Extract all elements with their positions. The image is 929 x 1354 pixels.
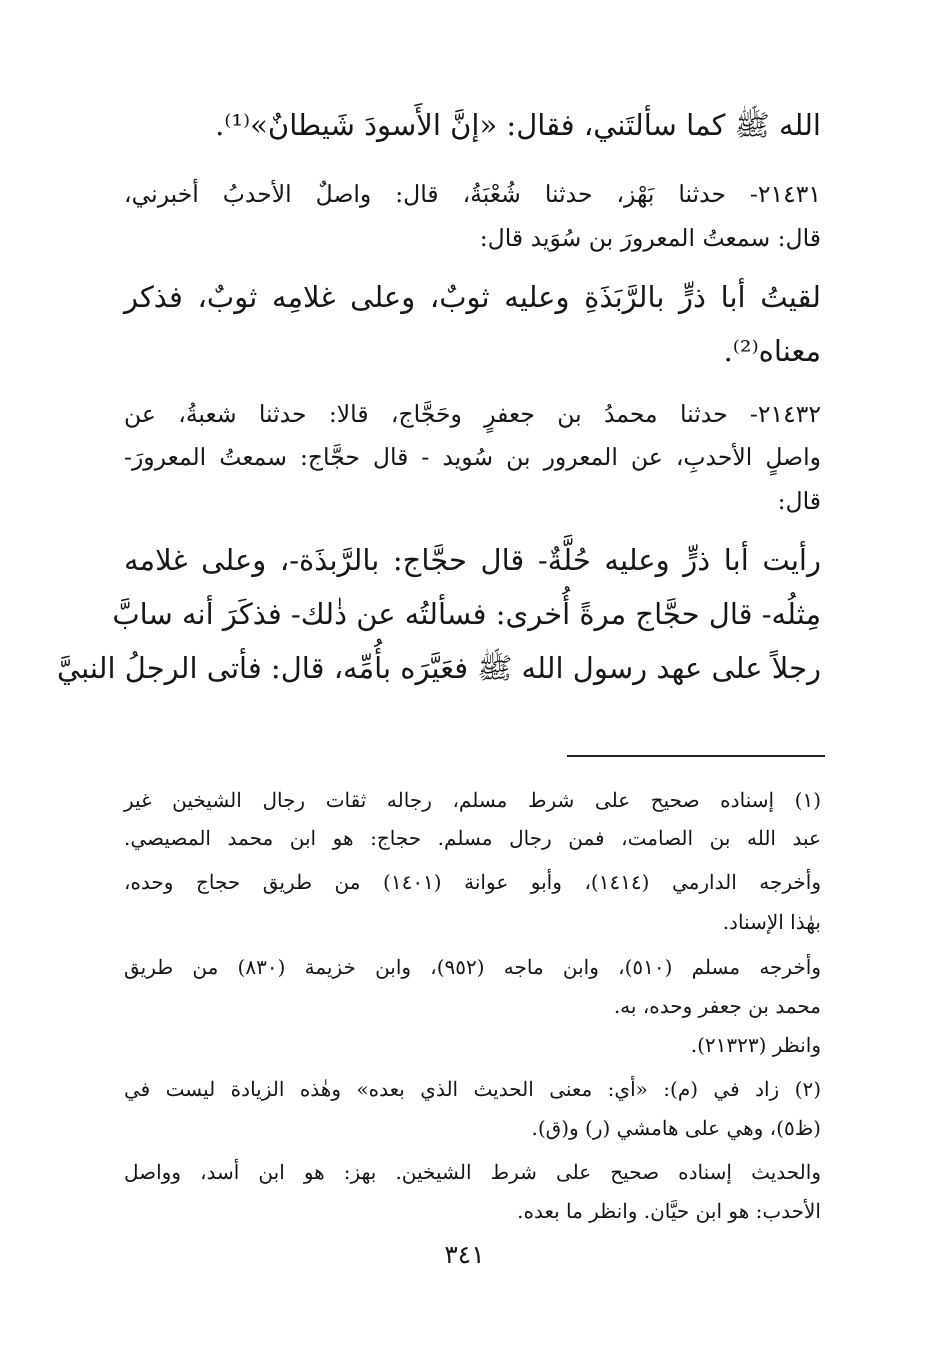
footnote-line: (ظ٥)، وهي على هامشي (ر) و(ق).	[531, 1116, 821, 1140]
text-line: لقيتُ أبا ذرٍّ بالرَّبَذَةِ وعليه ثوبٌ، وعلى غلامِه ثوبٌ، فذكر	[124, 280, 821, 314]
text-line: قال: سمعتُ المعرورَ بن سُوَيد قال:	[479, 224, 821, 252]
footnote-line: بهٰذا الإسناد.	[722, 910, 821, 934]
footnote-line: والحديث إسناده صحيح على شرط الشيخين. بهز: هو ابن أسد، وواصل	[124, 1160, 821, 1184]
footnote-separator	[567, 755, 825, 757]
text-line: قال:	[777, 487, 821, 515]
footnote-line: وانظر (٢١٣٢٣).	[690, 1033, 821, 1057]
text-line: ٢١٤٣١- حدثنا بَهْز، حدثنا شُعْبَةُ، قال: واصلٌ الأحدبُ أخبرني،	[124, 180, 821, 208]
text-line: رجلاً على عهد رسول الله ﷺ فعَيَّرَه بأُمِّه، قال: فأتى الرجلُ النبيَّ	[56, 651, 821, 685]
page-number: ٣٤١	[444, 1240, 485, 1269]
footnote-line: الأحدب: هو ابن حيَّان. وانظر ما بعده.	[517, 1199, 821, 1223]
text-line: واصلٍ الأحدبِ، عن المعرور بن سُويد - قال حجَّاج: سمعتُ المعرورَ-	[124, 443, 821, 471]
footnote-line: محمد بن جعفر وحده، به.	[613, 994, 821, 1018]
footnote-line: (٢) زاد في (م): «أي: معنى الحديث الذي بعده» وهٰذه الزيادة ليست في	[124, 1077, 821, 1101]
text-line: ٢١٤٣٢- حدثنا محمدُ بن جعفرٍ وحَجَّاج، قالا: حدثنا شعبةُ، عن	[124, 400, 821, 428]
footnote-line: وأخرجه الدارمي (١٤١٤)، وأبو عوانة (١٤٠١) من طريق حجاج وحده،	[124, 870, 821, 894]
footnote-line: وأخرجه مسلم (٥١٠)، وابن ماجه (٩٥٢)، وابن خزيمة (٨٣٠) من طريق	[124, 955, 822, 979]
footnote-line: عبد الله بن الصامت، فمن رجال مسلم. حجاج: هو ابن محمد المصيصي.	[124, 826, 821, 850]
text-line: معناه⁽²⁾.	[723, 334, 821, 368]
text-line: رأيت أبا ذرٍّ وعليه حُلَّةٌ- قال حجَّاج: بالرَّبذَة-، وعلى غلامه	[124, 543, 821, 577]
text-line: مِثلُه- قال حجَّاج مرةً أُخرى: فسألتُه عن ذٰلك- فذكَرَ أنه سابَّ	[112, 597, 821, 631]
footnote-line: (١) إسناده صحيح على شرط مسلم، رجاله ثقات رجال الشيخين غير	[124, 788, 821, 812]
text-line: الله ﷺ كما سألتَني، فقال: «إنَّ الأَسودَ شَيطانٌ»⁽¹⁾.	[215, 108, 821, 142]
